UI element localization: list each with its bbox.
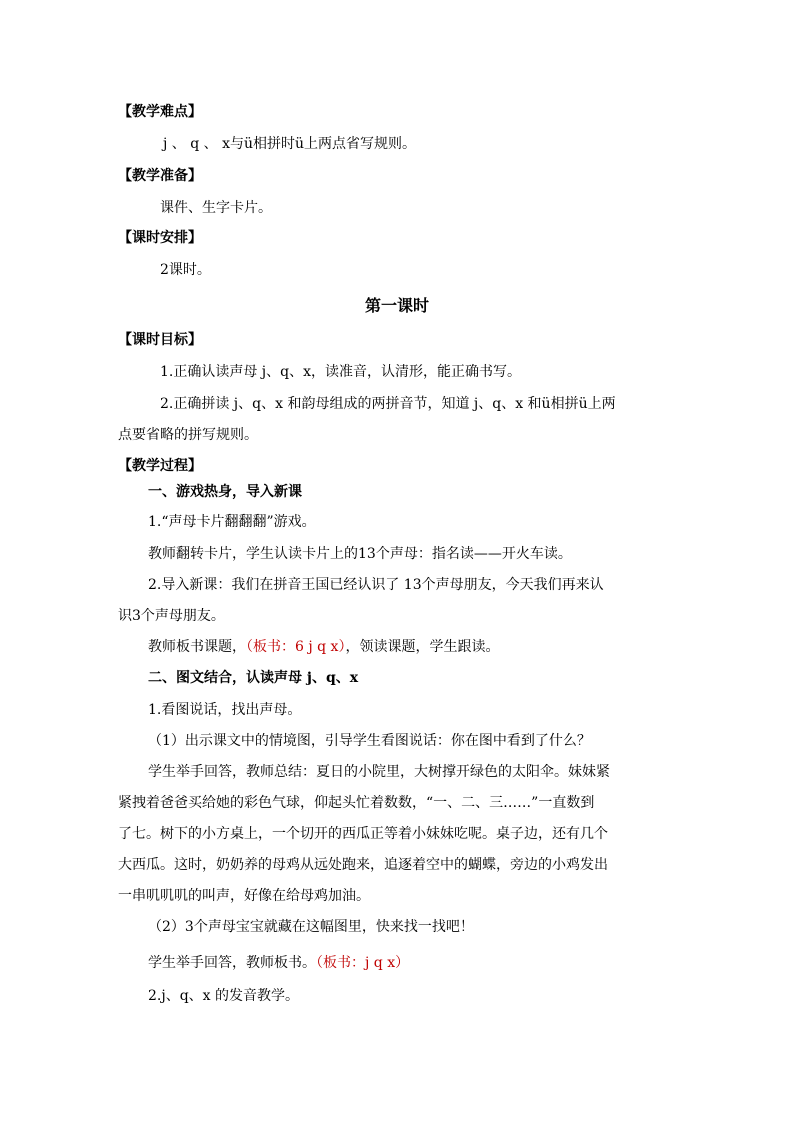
p1-4-board: （板书：6 j q x） (246, 639, 346, 655)
difficulty-text: j 、 q 、 x与ü相拼时ü上两点省写规则。 (163, 136, 417, 152)
p2-1: 1.看图说话，找出声母。 (148, 702, 302, 718)
p2-5-pre: 学生举手回答，教师板书。 (148, 955, 316, 971)
process-heading: 【教学过程】 (118, 458, 202, 474)
difficulty-heading: 【教学难点】 (118, 104, 202, 120)
p2-5-board: （板书：j q x） (316, 955, 410, 971)
p2-2: （1）出示课文中的情境图，引导学生看图说话：你在图中看到了什么？ (148, 733, 591, 749)
p1-3a: 2.导入新课：我们在拼音王国已经认识了 13个声母朋友，今天我们再来认 (148, 577, 604, 593)
p2-3a: 学生举手回答，教师总结：夏日的小院里，大树撑开绿色的太阳伞。妹妹紧 (148, 764, 610, 780)
schedule-heading: 【课时安排】 (118, 230, 202, 246)
p1-4 (148, 637, 499, 657)
p1-4-post: ，领读课题，学生跟读。 (345, 639, 500, 655)
goal-heading: 【课时目标】 (118, 332, 202, 348)
p1-2: 教师翻转卡片，学生认读卡片上的13个声母：指名读——开火车读。 (148, 546, 572, 562)
goal-2a: 2.正确拼读 j、q、x 和韵母组成的两拼音节，知道 j、q、x 和ü相拼ü上两 (160, 396, 616, 412)
prep-text: 课件、生字卡片。 (160, 200, 272, 216)
p1-3b: 识3个声母朋友。 (118, 608, 225, 624)
p2-3d: 大西瓜。这时，奶奶养的母鸡从远处跑来，追逐着空中的蝴蝶，旁边的小鸡发出 (118, 857, 608, 873)
goal-1: 1.正确认读声母 j、q、x，读准音，认清形，能正确书写。 (160, 364, 522, 380)
prep-heading: 【教学准备】 (118, 168, 202, 184)
part2-title: 二、图文结合，认读声母 j、q、x (148, 670, 359, 686)
p1-4-pre: 教师板书课题， (148, 639, 246, 655)
p2-4: （2）3个声母宝宝就藏在这幅图里，快来找一找吧！ (148, 919, 474, 935)
p1-1: 1.“声母卡片翻翻翻”游戏。 (148, 514, 316, 530)
p2-5 (148, 953, 409, 973)
p2-3e: 一串叽叽叽的叫声，好像在给母鸡加油。 (118, 888, 370, 904)
p2-3b: 紧拽着爸爸买给她的彩色气球，仰起头忙着数数，“一、二、三……”一直数到 (118, 795, 595, 811)
p2-6: 2.j、q、x 的发音教学。 (148, 988, 300, 1004)
lesson-title: 第一课时 (364, 296, 429, 315)
p2-3c: 了七。树下的小方桌上，一个切开的西瓜正等着小妹妹吃呢。桌子边，还有几个 (118, 826, 608, 842)
part1-title: 一、游戏热身，导入新课 (148, 484, 302, 500)
goal-2b: 点要省略的拼写规则。 (118, 427, 258, 443)
schedule-text: 2课时。 (160, 262, 211, 278)
